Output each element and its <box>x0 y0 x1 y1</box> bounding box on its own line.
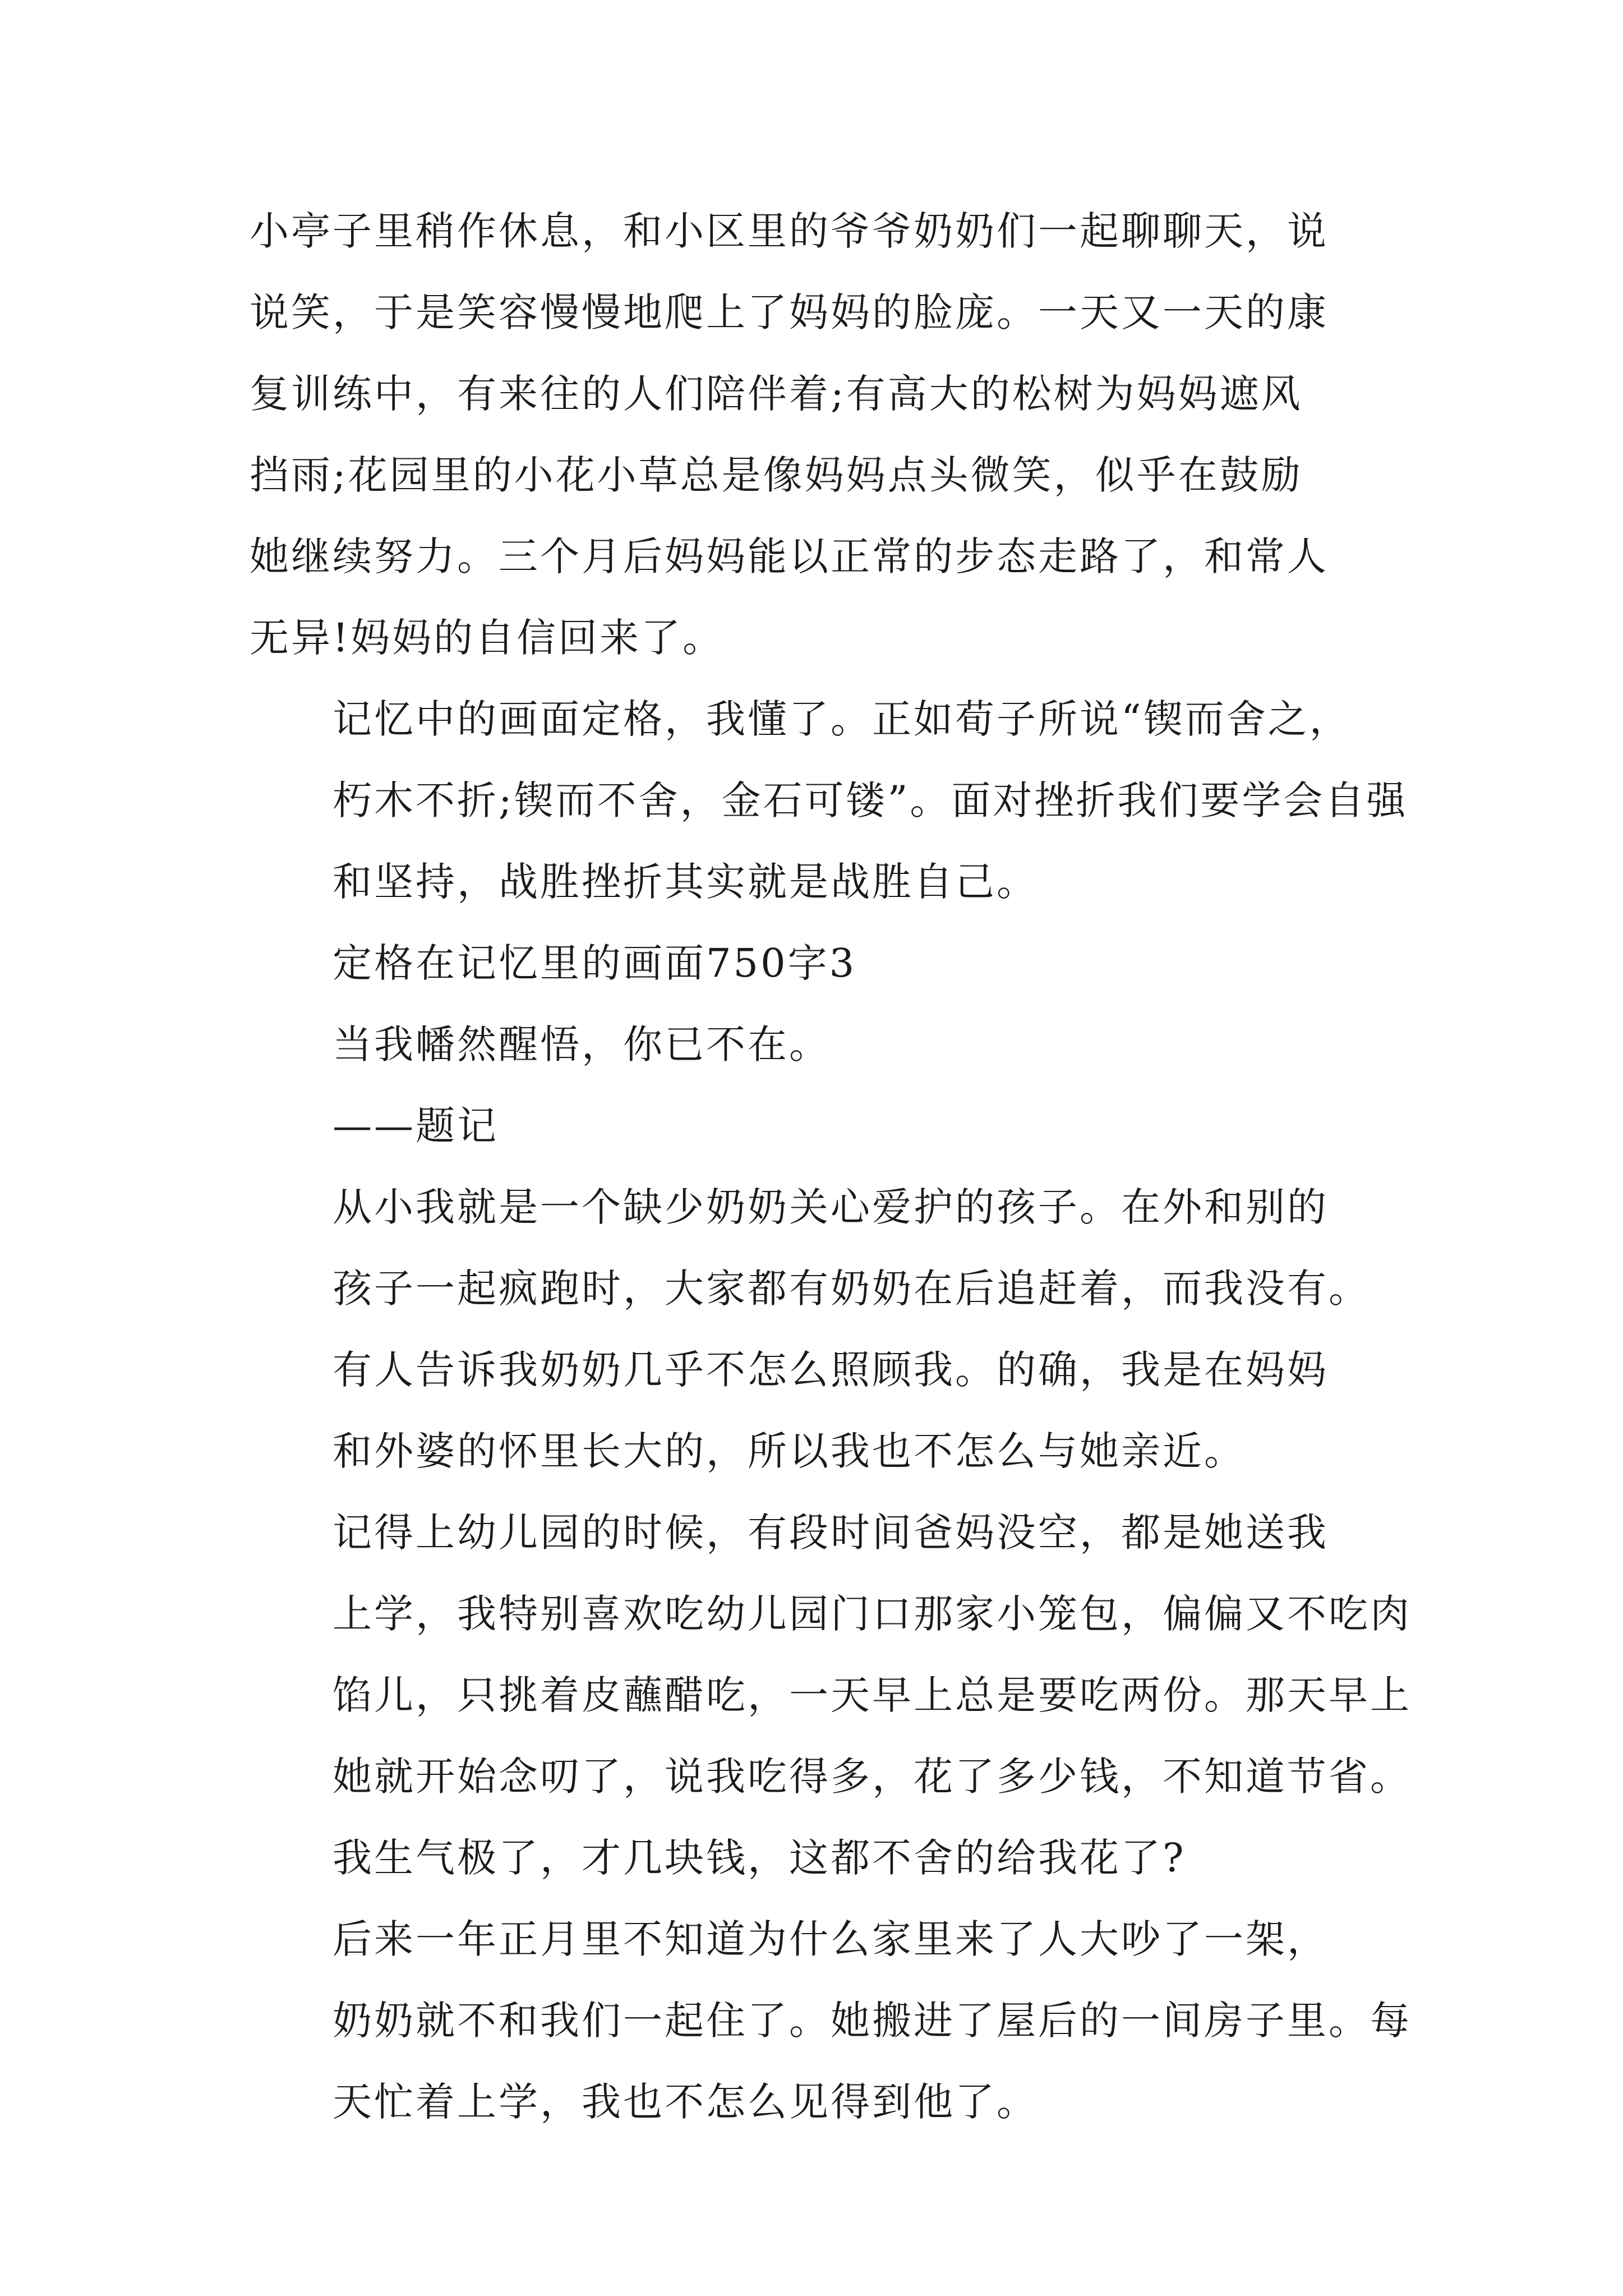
text-line: 小亭子里稍作休息，和小区里的爷爷奶奶们一起聊聊天，说 <box>250 208 1329 254</box>
text-line: 记得上幼儿园的时候，有段时间爸妈没空，都是她送我 <box>333 1510 1329 1556</box>
paragraph-4 <box>250 1329 1388 1492</box>
text-line: 我生气极了，才几块钱，这都不舍的给我花了? <box>333 1835 1186 1881</box>
text-line: 有人告诉我奶奶几乎不怎么照顾我。的确，我是在妈妈 <box>333 1347 1329 1393</box>
section-title <box>250 923 1388 1004</box>
body-text <box>250 191 1412 2143</box>
text-line: 天忙着上学，我也不怎么见得到他了。 <box>333 2079 1038 2125</box>
text-line: 说笑，于是笑容慢慢地爬上了妈妈的脸庞。一天又一天的康 <box>250 289 1329 335</box>
epigraph-attribution <box>250 1085 1388 1167</box>
paragraph-3 <box>250 1167 1388 1329</box>
text-line: 和坚持，战胜挫折其实就是战胜自己。 <box>333 859 1038 905</box>
text-line: 定格在记忆里的画面750字3 <box>333 940 857 986</box>
text-line: 挡雨;花园里的小花小草总是像妈妈点头微笑，似乎在鼓励 <box>250 452 1303 498</box>
text-line: 记忆中的画面定格，我懂了。正如荀子所说“锲而舍之， <box>333 696 1351 742</box>
text-line: 当我幡然醒悟，你已不在。 <box>333 1022 831 1068</box>
text-line: 上学，我特别喜欢吃幼儿园门口那家小笼包，偏偏又不吃肉 <box>333 1591 1412 1637</box>
text-line: 复训练中，有来往的人们陪伴着;有高大的松树为妈妈遮风 <box>250 371 1303 417</box>
text-line: ——题记 <box>333 1103 499 1149</box>
text-line: 奶奶就不和我们一起住了。她搬进了屋后的一间房子里。每 <box>333 1998 1412 2044</box>
text-line: 孩子一起疯跑时，大家都有奶奶在后追赶着，而我没有。 <box>333 1266 1370 1312</box>
paragraph-5 <box>250 1492 1412 1899</box>
text-line: 后来一年正月里不知道为什么家里来了人大吵了一架， <box>333 1916 1329 1962</box>
text-line: 无异!妈妈的自信回来了。 <box>250 615 725 661</box>
paragraph-6 <box>250 1899 1412 2143</box>
text-line: 从小我就是一个缺少奶奶关心爱护的孩子。在外和别的 <box>333 1184 1329 1230</box>
paragraph-2 <box>250 679 1408 923</box>
text-line: 朽木不折;锲而不舍，金石可镂”。面对挫折我们要学会自强 <box>333 777 1408 823</box>
epigraph <box>250 1004 1388 1085</box>
text-line: 和外婆的怀里长大的，所以我也不怎么与她亲近。 <box>333 1428 1246 1474</box>
text-line: 她继续努力。三个月后妈妈能以正常的步态走路了，和常人 <box>250 533 1329 579</box>
text-line: 她就开始念叨了，说我吃得多，花了多少钱，不知道节省。 <box>333 1754 1412 1800</box>
paragraph-1 <box>250 191 1388 679</box>
text-line: 馅儿，只挑着皮蘸醋吃，一天早上总是要吃两份。那天早上 <box>333 1672 1412 1718</box>
